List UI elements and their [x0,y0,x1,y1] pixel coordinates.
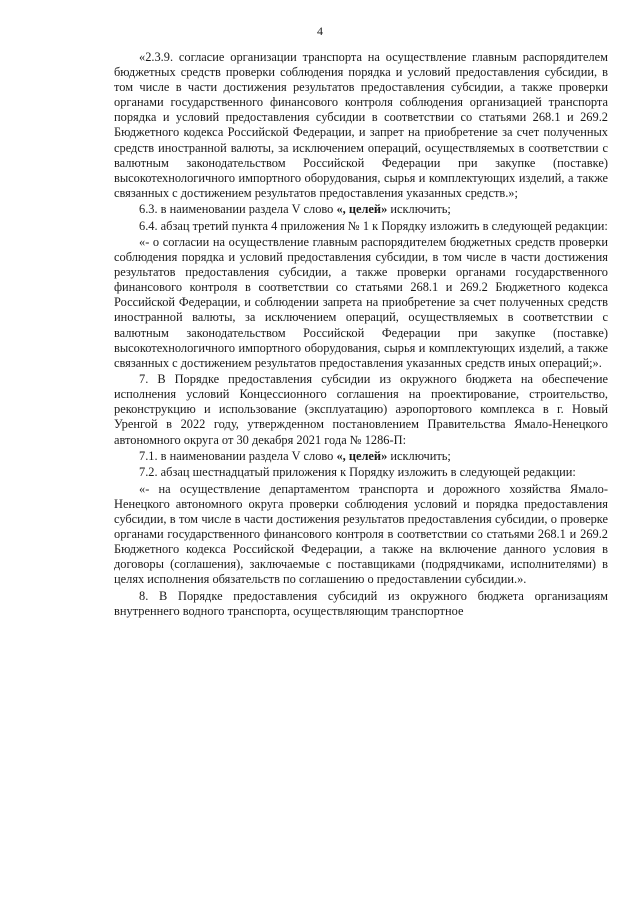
document-body [114,50,608,619]
paragraph-8: 8. В Порядке предоставления субсидий из окружного бюджета организациям внутреннего водного транспорта, осуществляющим транспортное [114,588,608,618]
paragraph-7-1-text: 7.1. в наименовании раздела V слово [139,448,337,463]
paragraph-7: 7. В Порядке предоставления субсидии из окружного бюджета на обеспечение исполнения условий Концессионного соглашения на проектирование, строительство, реконструкцию и использование (эксплуатацию) аэропортового комплекса в г. Новый Уренгой в 2022 году, утвержденном постановлением Правительства Ямало-Ненецкого автономного округа от 30 декабря 2021 года № 1286-П: [114,372,608,447]
paragraph-consent-quote: «- о согласии на осуществление главным распорядителем бюджетных средств проверки соблюдения порядка и условий предоставления субсидии, в том числе в части достижения результатов предоставления субсидии, а также проверки органами государственного финансового контроля в соответствии со статьями 268.1 и 269.2 Бюджетного кодекса Российской Федерации, и соблюдении запрета на приобретение за счет полученных средств иностранной валюты, за исключением операций, осуществляемых в соответствии с валютным законодательством Российской Федерации при закупке (поставке) высокотехнологичного импортного оборудования, сырья и комплектующих изделий, а также связанных с достижением результатов предоставления указанных средств иных операций;». [114,235,608,370]
paragraph-7-1 [114,449,608,464]
paragraph-6-3 [114,202,608,217]
paragraph-7-1-bold: «, целей» [336,448,388,463]
page-number: 4 [317,24,323,38]
paragraph-6-3-text: 6.3. в наименовании раздела V слово [139,202,337,217]
paragraph-2-3-9: «2.3.9. согласие организации транспорта на осуществление главным распорядителем бюджетных средств проверки соблюдения порядка и условий предоставления субсидии, в том числе в части достижения результатов предоставления субсидии, а также проверки органами государственного финансового контроля соблюдения организацией транспорта порядка и условий предоставления субсидии в соответствии со статьями 268.1 и 269.2 Бюджетного кодекса Российской Федерации, и запрет на приобретение за счет полученных средств иностранной валюты, за исключением операций, осуществляемых в соответствии с валютным законодательством Российской Федерации при закупке (поставке) высокотехнологичного импортного оборудования, сырья и комплектующих изделий, а также связанных с достижением результатов предоставления указанных средств.»; [114,50,608,200]
paragraph-department-quote: «- на осуществление департаментом транспорта и дорожного хозяйства Ямало-Ненецкого автономного округа проверки соблюдения условий и порядка предоставления субсидии, в том числе в части достижения результатов предоставления субсидии, о проверке органами государственного финансового контроля в соответствии со статьями 268.1 и 269.2 Бюджетного кодекса Российской Федерации, а также на включение данного условия в договоры (соглашения), заключаемые с поставщиками (подрядчиками, исполнителями) в целях исполнения обязательств по соглашению о предоставлении субсидии.». [114,481,608,587]
paragraph-6-4: 6.4. абзац третий пункта 4 приложения № 1 к Порядку изложить в следующей редакции: [139,218,608,233]
paragraph-7-1-tail: исключить; [387,448,451,463]
paragraph-7-2: 7.2. абзац шестнадцатый приложения к Порядку изложить в следующей редакции: [139,465,576,480]
paragraph-6-3-bold: «, целей» [336,202,388,217]
paragraph-6-3-tail: исключить; [387,202,451,217]
